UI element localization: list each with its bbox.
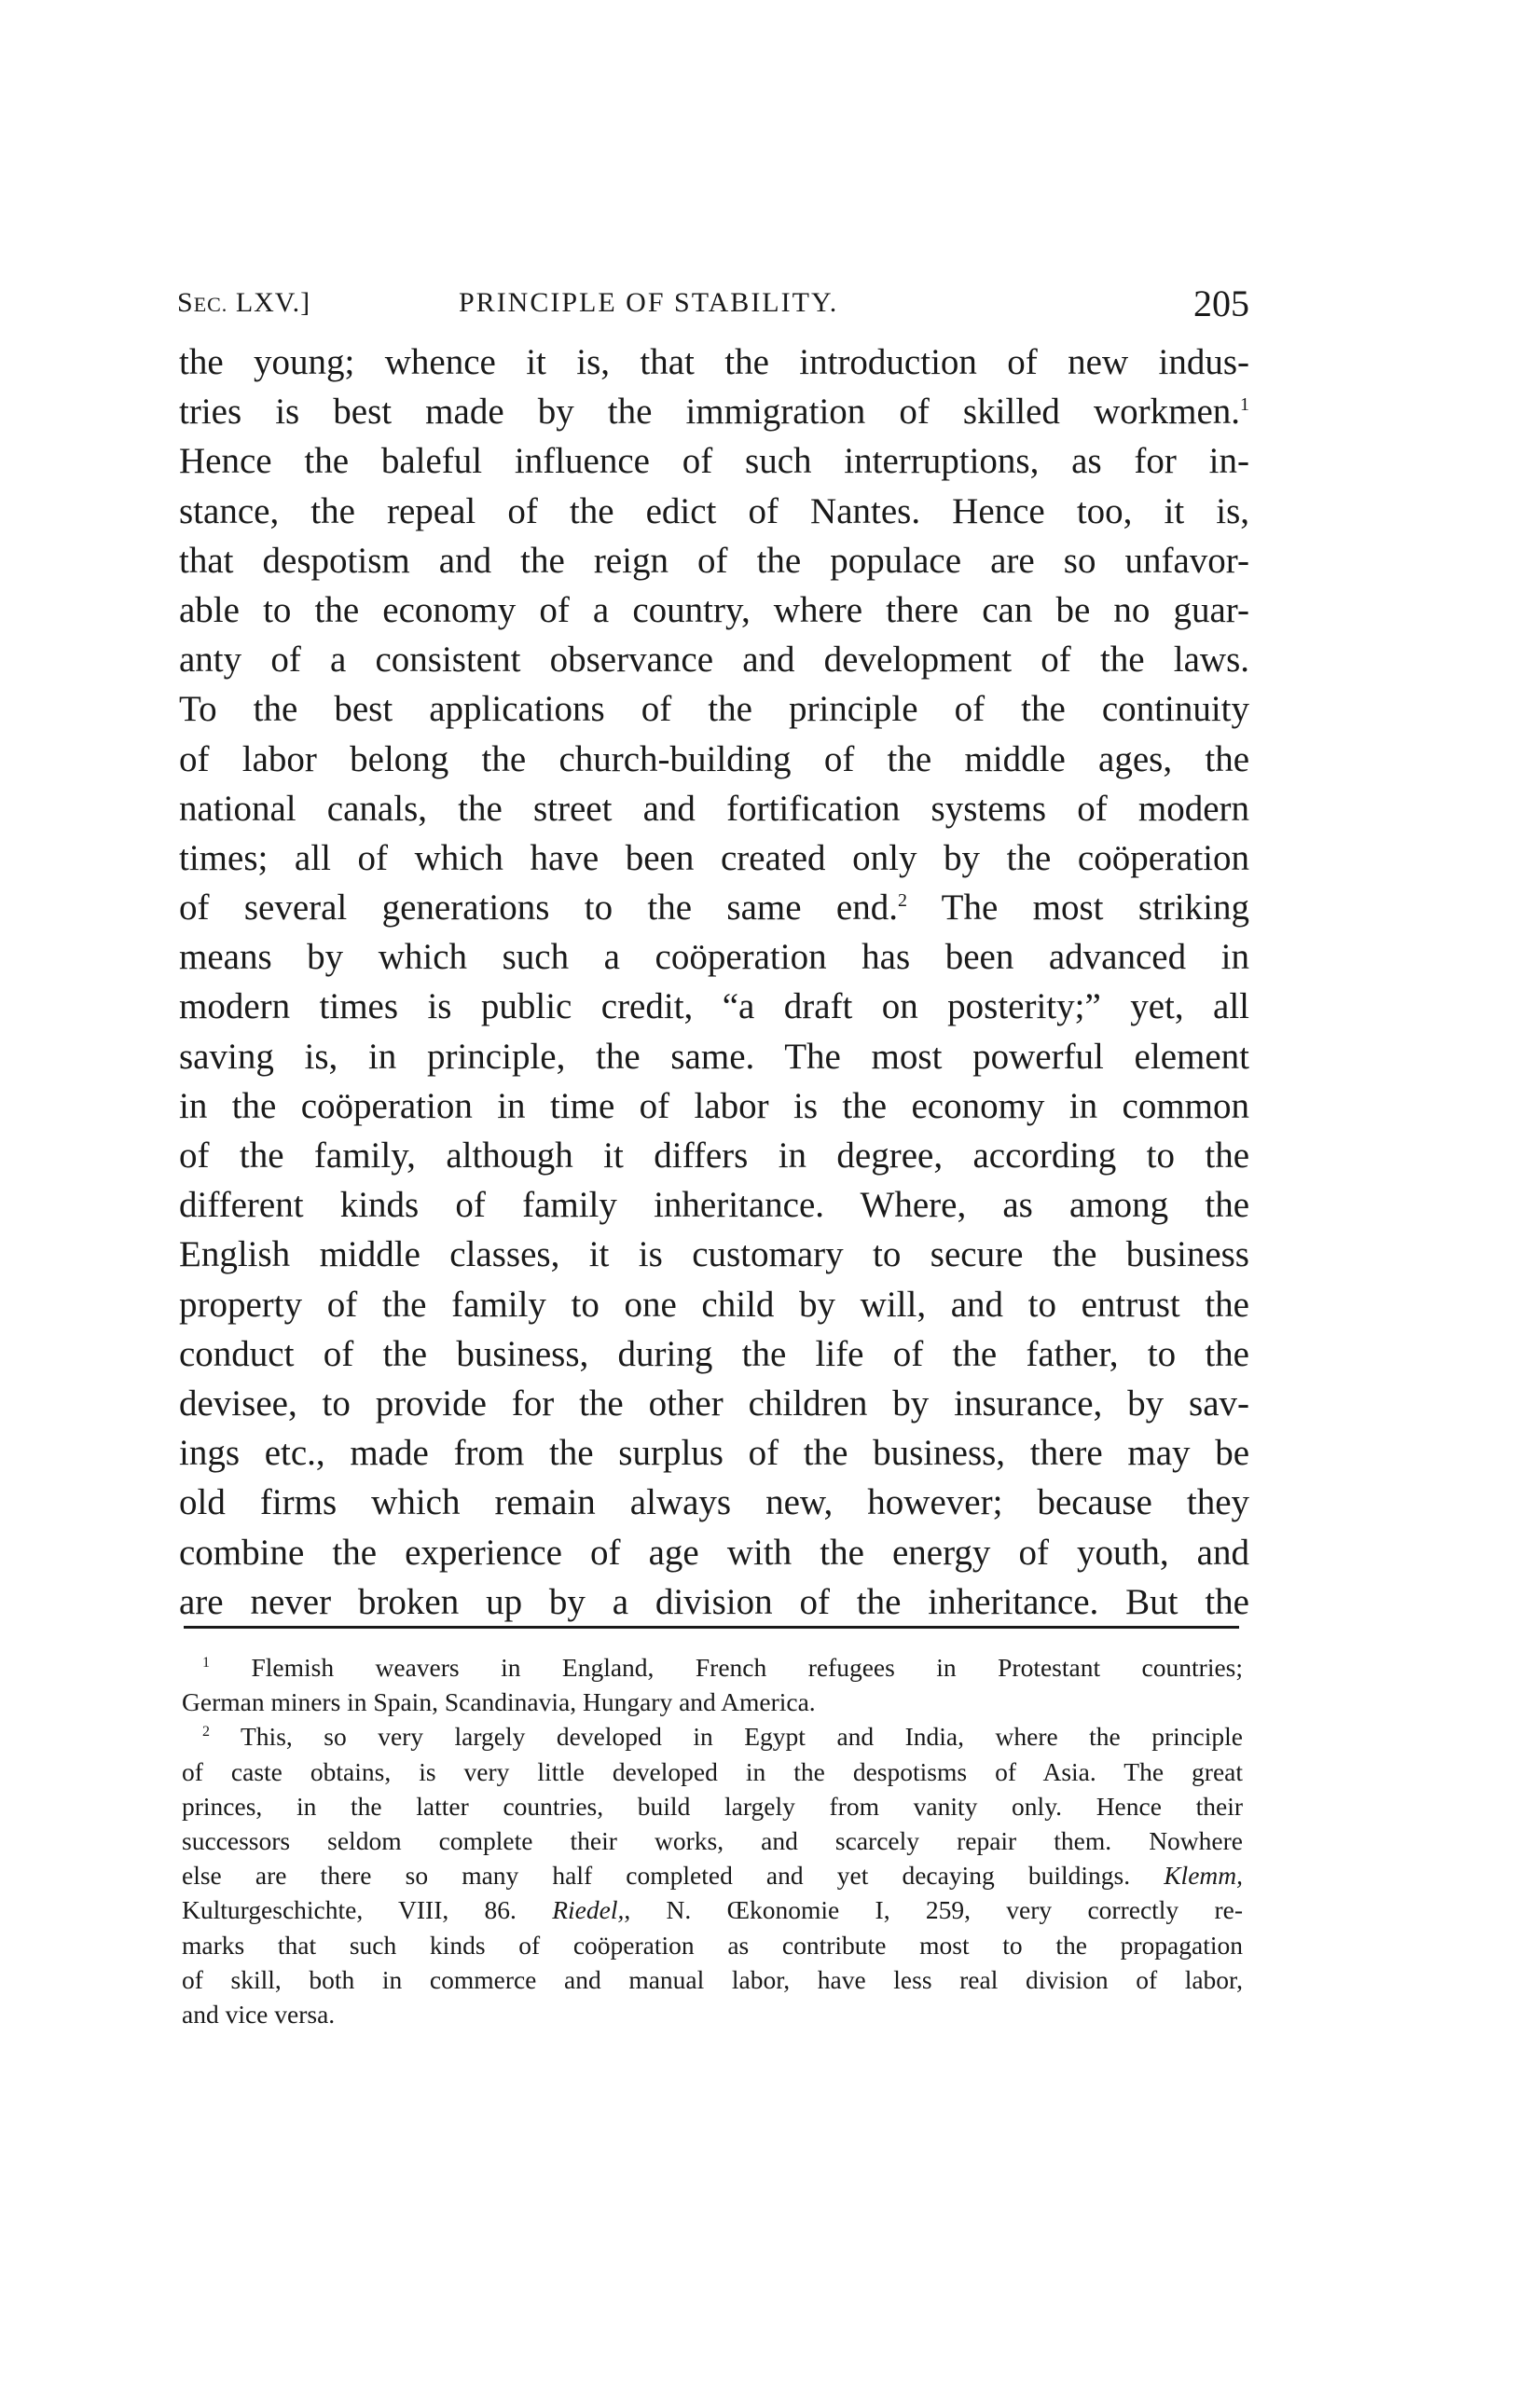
footnote-2-line: of caste obtains, is very little developed in the despotisms of Asia. The great <box>182 1756 1243 1786</box>
author-klemm: Klemm, <box>1164 1861 1244 1891</box>
body-line: devisee, to provide for the other children by insurance, by sav- <box>179 1383 1249 1424</box>
footnote-number: 1 <box>202 1654 210 1671</box>
body-line: English middle classes, it is customary to secure the business <box>179 1234 1249 1275</box>
footnote-1-line: German miners in Spain, Scandinavia, Hungary and America. <box>182 1687 816 1717</box>
page-number: 205 <box>1193 282 1249 324</box>
body-line: conduct of the business, during the life of the father, to the <box>179 1333 1249 1374</box>
footnote-ref-2[interactable]: 2 <box>897 890 907 912</box>
body-line: of several generations to the same end.$^2$ The most striking <box>179 888 1249 929</box>
footnote-2-line: successors seldom complete their works, and scarcely repair them. Nowhere <box>182 1825 1243 1855</box>
section-label: SEC. LXV.] <box>177 287 311 318</box>
body-line: property of the family to one child by will, and to entrust the <box>179 1284 1249 1325</box>
body-line: the young; whence it is, that the introduction of new indus- <box>179 342 1249 382</box>
body-text <box>179 337 1249 1627</box>
body-line: of the family, although it differs in degree, according to the <box>179 1135 1249 1176</box>
footnote-number: 2 <box>202 1724 210 1741</box>
footnote-divider <box>184 1626 1239 1629</box>
footnote-2-line: else are there so many half completed and yet decaying buildings. Klemm, <box>182 1861 1244 1891</box>
footnote-1-line: $^1$ Flemish weavers in England, French refugees in Protestant countries; <box>202 1653 1244 1682</box>
footnote-2-line: and vice versa. <box>182 1999 336 2029</box>
footnote-ref-1[interactable]: 1 <box>1240 394 1249 416</box>
body-line: different kinds of family inheritance. Where, as among the <box>179 1185 1249 1226</box>
body-line: national canals, the street and fortification systems of modern <box>179 788 1249 829</box>
author-riedel: Riedel, <box>552 1895 625 1925</box>
body-line: Hence the baleful influence of such interruptions, as for in- <box>179 441 1249 482</box>
body-line: able to the economy of a country, where there can be no guar- <box>179 589 1249 630</box>
footnote-2-line: of skill, both in commerce and manual labor, have less real division of labor, <box>182 1964 1243 1994</box>
body-line: in the coöperation in time of labor is the economy in common <box>179 1085 1249 1126</box>
footnote-2-line: marks that such kinds of coöperation as contribute most to the propagation <box>182 1930 1243 1960</box>
body-line: times; all of which have been created only by the coöperation <box>179 837 1249 878</box>
body-line: are never broken up by a division of the inheritance. But the <box>179 1581 1249 1622</box>
chapter-title: PRINCIPLE OF STABILITY. <box>459 287 839 318</box>
body-line: ings etc., made from the surplus of the business, there may be <box>179 1433 1249 1474</box>
footnote-2-line: princes, in the latter countries, build largely from vanity only. Hence their <box>182 1791 1243 1821</box>
body-line: modern times is public credit, “a draft on posterity;” yet, all <box>179 986 1249 1027</box>
body-line: tries is best made by the immigration of skilled workmen.$^1$ <box>179 392 1249 433</box>
body-line: that despotism and the reign of the populace are so unfavor- <box>179 540 1249 581</box>
body-line: of labor belong the church-building of the middle ages, the <box>179 738 1249 779</box>
body-line: means by which such a coöperation has been advanced in <box>179 937 1249 978</box>
body-line: combine the experience of age with the energy of youth, and <box>179 1532 1249 1573</box>
body-line: anty of a consistent observance and development of the laws. <box>179 640 1249 681</box>
running-head <box>177 280 1249 326</box>
footnote-2-line: $^2$ This, so very largely developed in Egypt and India, where the principle <box>202 1722 1243 1752</box>
body-line: To the best applications of the principle of the continuity <box>179 689 1249 730</box>
body-line: stance, the repeal of the edict of Nantes. Hence too, it is, <box>179 490 1249 531</box>
footnotes <box>182 1650 1243 2031</box>
footnote-2-line: Kulturgeschichte, VIII, 86. Riedel,, N. Œkonomie I, 259, very correctly re- <box>182 1895 1244 1925</box>
body-line: saving is, in principle, the same. The most powerful element <box>179 1036 1249 1077</box>
body-line: old firms which remain always new, however; because they <box>179 1482 1249 1523</box>
